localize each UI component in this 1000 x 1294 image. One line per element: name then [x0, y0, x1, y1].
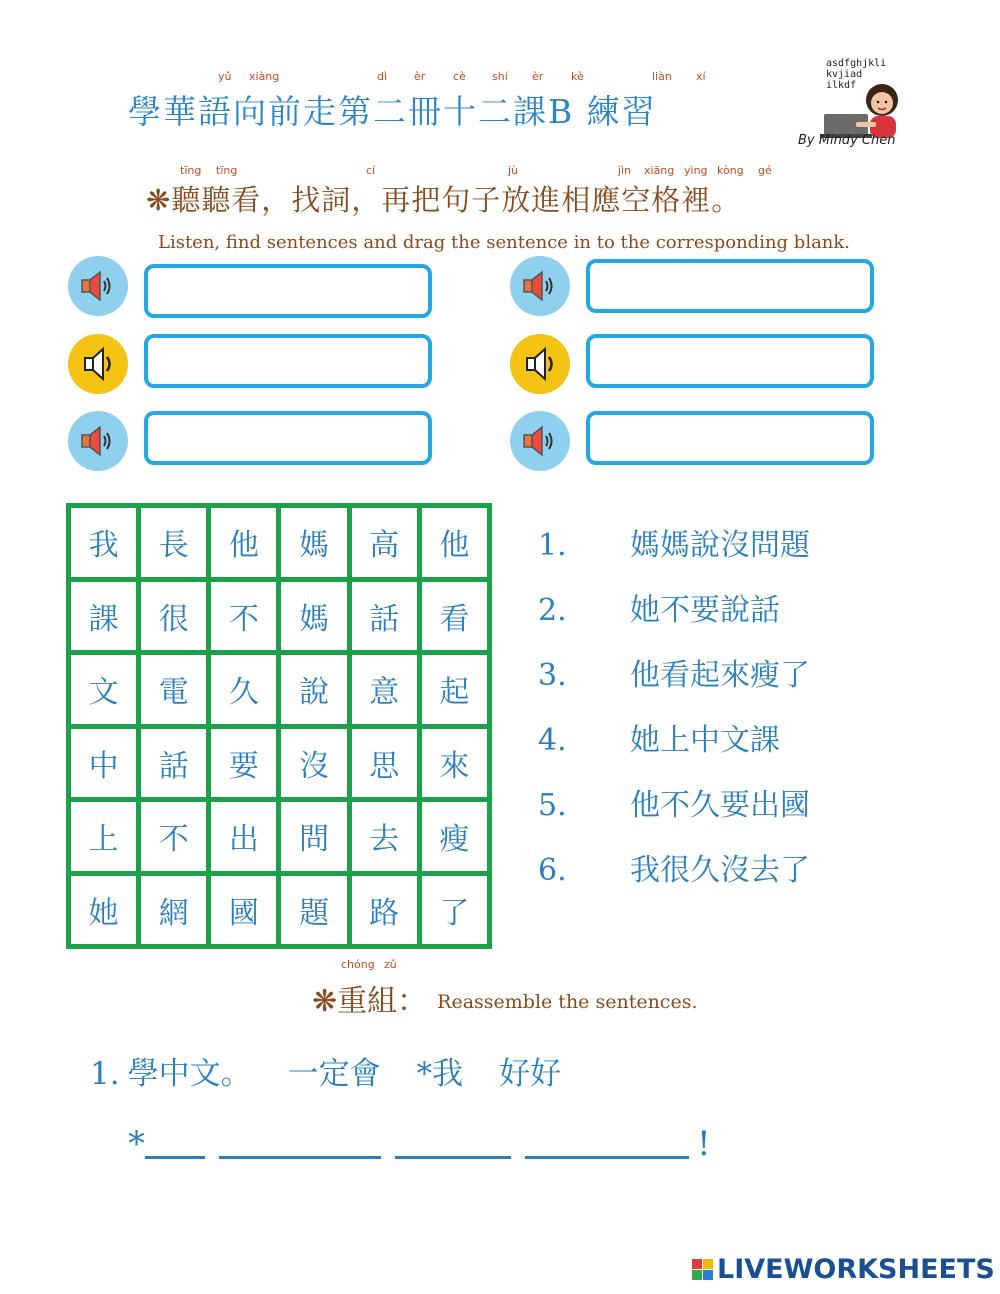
grid-cell[interactable]: 上 — [71, 802, 136, 871]
title-pinyin-di: dì — [377, 70, 388, 83]
logo-scribble-text: asdfghjkli kvjiad ilkdf — [826, 58, 887, 91]
title-pinyin-er: èr — [414, 70, 426, 83]
grid-cell[interactable]: 我 — [71, 508, 136, 577]
grid-cell[interactable]: 路 — [352, 876, 417, 945]
grid-cell[interactable]: 媽 — [281, 508, 346, 577]
answer-blank-6[interactable] — [586, 411, 874, 465]
brand-text: LIVEWORKSHEETS — [717, 1254, 995, 1285]
grid-cell[interactable]: 國 — [211, 876, 276, 945]
sentence-text: 他不久要出國 — [630, 788, 810, 823]
draggable-sentence-6[interactable] — [538, 845, 810, 889]
reassemble-exercise-1 — [90, 1048, 597, 1093]
answer-slot-2[interactable] — [219, 1122, 381, 1159]
sentence-text: 我很久沒去了 — [630, 853, 810, 888]
grid-cell[interactable]: 她 — [71, 876, 136, 945]
grid-cell[interactable]: 媽 — [281, 582, 346, 651]
sentence-text: 媽媽說沒問題 — [630, 528, 810, 563]
grid-cell[interactable]: 瘦 — [422, 802, 487, 871]
grid-cell[interactable]: 意 — [352, 655, 417, 724]
answer-slot-1[interactable] — [145, 1122, 205, 1159]
sentence-number: 4. — [538, 723, 567, 758]
grid-cell[interactable]: 話 — [352, 582, 417, 651]
grid-cell[interactable]: 文 — [71, 655, 136, 724]
grid-cell[interactable]: 看 — [422, 582, 487, 651]
speaker-red-icon — [521, 424, 559, 458]
sentence-text: 她上中文課 — [630, 723, 780, 758]
grid-cell[interactable]: 很 — [141, 582, 206, 651]
draggable-sentence-2[interactable] — [538, 585, 780, 629]
grid-cell[interactable]: 了 — [422, 876, 487, 945]
speaker-outline-icon — [521, 346, 559, 382]
reassemble-title-en: Reassemble the sentences. — [437, 991, 698, 1013]
title-pinyin-lian: liàn — [652, 70, 672, 83]
instr-pinyin-ying: yìng — [684, 164, 708, 177]
grid-cell[interactable]: 說 — [281, 655, 346, 724]
sentence-text: 她不要說話 — [630, 593, 780, 628]
draggable-sentence-4[interactable] — [538, 715, 780, 759]
instruction-chinese: ❋聽聽看，找詞，再把句子放進相應空格裡。 — [146, 183, 742, 217]
grid-cell[interactable]: 來 — [422, 729, 487, 798]
audio-button-4[interactable] — [510, 334, 570, 394]
word-piece[interactable]: *我 — [416, 1056, 464, 1092]
grid-cell[interactable]: 題 — [281, 876, 346, 945]
page-title: 學華語向前走第二冊十二課B 練習 — [128, 92, 657, 131]
grid-cell[interactable]: 中 — [71, 729, 136, 798]
grid-cell[interactable]: 久 — [211, 655, 276, 724]
grid-cell[interactable]: 出 — [211, 802, 276, 871]
sentence-number: 3. — [538, 658, 567, 693]
grid-cell[interactable]: 要 — [211, 729, 276, 798]
title-pinyin-xi: xí — [696, 70, 706, 83]
grid-cell[interactable]: 不 — [211, 582, 276, 651]
instr-pinyin-jin: jìn — [618, 164, 632, 177]
sentence-number: 2. — [538, 593, 567, 628]
author-credit: By Mindy Chen — [798, 133, 896, 148]
sentence-number: 6. — [538, 853, 567, 888]
grid-cell[interactable]: 去 — [352, 802, 417, 871]
answer-blank-2[interactable] — [586, 259, 874, 313]
audio-button-6[interactable] — [510, 411, 570, 471]
grid-cell[interactable]: 網 — [141, 876, 206, 945]
draggable-sentence-3[interactable] — [538, 650, 810, 694]
word-piece[interactable]: 好好 — [499, 1056, 562, 1092]
instr-pinyin-ting2: tīng — [216, 164, 238, 177]
speaker-red-icon — [521, 269, 559, 303]
reassemble-heading — [312, 976, 697, 1020]
draggable-sentence-1[interactable] — [538, 520, 810, 564]
grid-cell[interactable]: 長 — [141, 508, 206, 577]
reassemble-title-cn: ❋重組： — [312, 984, 428, 1019]
grid-cell[interactable]: 思 — [352, 729, 417, 798]
grid-cell[interactable]: 沒 — [281, 729, 346, 798]
title-pinyin-ce: cè — [453, 70, 466, 83]
instr-pinyin-xiang: xiāng — [644, 164, 675, 177]
audio-button-2[interactable] — [510, 256, 570, 316]
sentence-number: 5. — [538, 788, 567, 823]
sentence-number: 1. — [538, 528, 567, 563]
audio-button-1[interactable] — [68, 256, 128, 316]
grid-cell[interactable]: 他 — [211, 508, 276, 577]
word-search-grid — [66, 503, 492, 949]
title-pinyin-yu: yǔ — [218, 70, 232, 83]
instruction-english: Listen, find sentences and drag the sentence in to the corresponding blank. — [158, 232, 851, 253]
instr-pinyin-ci: cí — [366, 164, 376, 177]
sentence-text: 他看起來瘦了 — [630, 658, 810, 693]
draggable-sentence-5[interactable] — [538, 780, 810, 824]
answer-suffix: ! — [697, 1124, 711, 1164]
answer-blank-5[interactable] — [144, 411, 432, 465]
speaker-red-icon — [79, 424, 117, 458]
grid-cell[interactable]: 高 — [352, 508, 417, 577]
word-piece[interactable]: 學中文。 — [127, 1056, 252, 1092]
grid-cell[interactable]: 電 — [141, 655, 206, 724]
answer-slot-3[interactable] — [395, 1122, 511, 1159]
answer-blank-3[interactable] — [144, 334, 432, 388]
exercise-number: 1. — [90, 1056, 120, 1092]
reassemble-pinyin-zu: zǔ — [384, 958, 397, 971]
grid-cell[interactable]: 話 — [141, 729, 206, 798]
speaker-red-icon — [79, 269, 117, 303]
grid-cell[interactable]: 課 — [71, 582, 136, 651]
speaker-outline-icon — [79, 346, 117, 382]
audio-button-5[interactable] — [68, 411, 128, 471]
reassemble-pinyin-chong: chóng — [341, 958, 375, 971]
answer-slot-4[interactable] — [525, 1122, 689, 1159]
answer-prefix: * — [128, 1124, 145, 1164]
reassemble-answer-line — [128, 1122, 711, 1164]
title-pinyin-xiang: xiàng — [249, 70, 280, 83]
liveworksheets-logo — [692, 1254, 995, 1285]
instr-pinyin-kong: kòng — [717, 164, 744, 177]
answer-blank-4[interactable] — [586, 334, 874, 388]
audio-button-3[interactable] — [68, 334, 128, 394]
instr-pinyin-ting1: tīng — [180, 164, 202, 177]
title-pinyin-er2: èr — [532, 70, 544, 83]
grid-cell[interactable]: 他 — [422, 508, 487, 577]
instr-pinyin-ge: gé — [758, 164, 772, 177]
word-piece[interactable]: 一定會 — [287, 1056, 381, 1092]
grid-cell[interactable]: 起 — [422, 655, 487, 724]
answer-blank-1[interactable] — [144, 264, 432, 318]
grid-cell[interactable]: 不 — [141, 802, 206, 871]
grid-cell[interactable]: 問 — [281, 802, 346, 871]
instr-pinyin-ju: jù — [508, 164, 519, 177]
liveworksheets-mark-icon — [692, 1259, 713, 1280]
title-pinyin-shi: shí — [492, 70, 508, 83]
title-pinyin-ke: kè — [571, 70, 584, 83]
